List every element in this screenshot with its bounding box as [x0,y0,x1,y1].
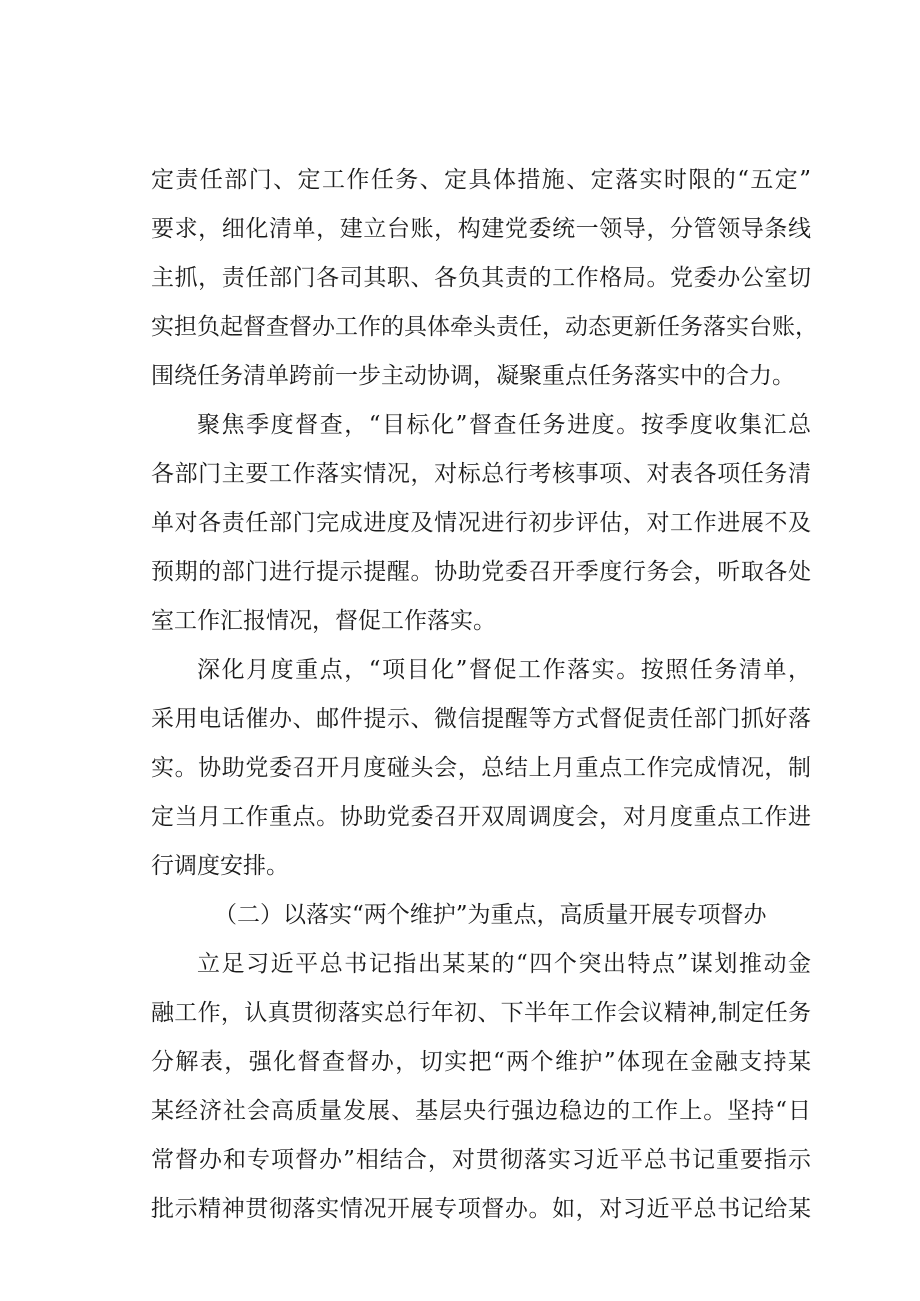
text-line: 某经济社会高质量发展、基层央行强边稳边的工作上。坚持“日 [151,1098,811,1124]
text-line: 融工作，认真贯彻落实总行年初、下半年工作会议精神,制定任务 [151,1000,811,1026]
text-line: 深化月度重点，“项目化”督促工作落实。按照任务清单， [197,657,811,683]
text-line: 定责任部门、定工作任务、定具体措施、定落实时限的“五定” [151,167,811,193]
text-line: 采用电话催办、邮件提示、微信提醒等方式督促责任部门抓好落 [151,706,811,732]
text-line: 立足习近平总书记指出某某的“四个突出特点”谋划推动金 [197,951,811,977]
text-line: 定当月工作重点。协助党委召开双周调度会，对月度重点工作进 [151,804,811,830]
text-line: 室工作汇报情况，督促工作落实。 [151,608,496,634]
text-line: 实。协助党委召开月度碰头会，总结上月重点工作完成情况，制 [151,755,811,781]
text-line: 预期的部门进行提示提醒。协助党委召开季度行务会，听取各处 [151,559,811,585]
text-line: 实担负起督查督办工作的具体牵头责任，动态更新任务落实台账， [151,314,818,340]
section-heading: （二）以落实“两个维护”为重点，高质量开展专项督办 [214,902,767,928]
text-line: 单对各责任部门完成进度及情况进行初步评估，对工作进展不及 [151,510,811,536]
text-line: 常督办和专项督办”相结合，对贯彻落实习近平总书记重要指示 [151,1147,811,1173]
text-line: 批示精神贯彻落实情况开展专项督办。如，对习近平总书记给某 [151,1196,811,1222]
text-line: 行调度安排。 [151,853,289,879]
text-line: 各部门主要工作落实情况，对标总行考核事项、对表各项任务清 [151,461,811,487]
text-line: 聚焦季度督查，“目标化”督查任务进度。按季度收集汇总 [197,412,811,438]
text-line: 分解表，强化督查督办，切实把“两个维护”体现在金融支持某 [151,1049,811,1075]
text-line: 要求，细化清单，建立台账，构建党委统一领导，分管领导条线 [151,216,811,242]
text-line: 围绕任务清单跨前一步主动协调，凝聚重点任务落实中的合力。 [151,363,795,389]
text-line: 主抓，责任部门各司其职、各负其责的工作格局。党委办公室切 [151,265,811,291]
